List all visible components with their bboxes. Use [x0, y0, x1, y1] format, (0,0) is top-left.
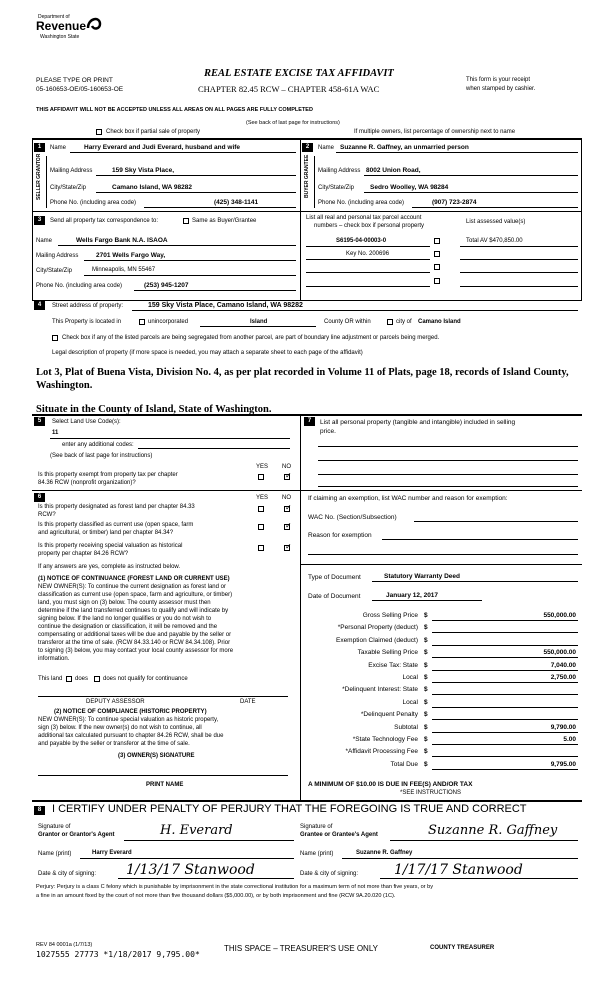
sale-row-label: Exemption Claimed (deduct)	[335, 637, 418, 644]
buyer-label-divider	[314, 156, 315, 208]
notice2-title: (2) NOTICE OF COMPLIANCE (HISTORIC PROPERTY)	[54, 709, 207, 715]
seller-phone-line	[144, 207, 296, 208]
notice1-line-6: continue the designation or classification, it will be removed and the	[38, 624, 218, 630]
reason-label: Reason for exemption	[308, 532, 372, 539]
form-chapter: CHAPTER 82.45 RCW – CHAPTER 458-61A WAC	[198, 84, 380, 94]
tax-name: Wells Fargo Bank N.A. ISAOA	[76, 237, 168, 244]
minimum-note: A MINIMUM OF $10.00 IS DUE IN FEE(S) AND/OR TAX	[308, 781, 473, 788]
section-4-badge: 4	[34, 301, 45, 310]
additional-codes-line	[138, 448, 290, 449]
tax-phone-label: Phone No. (including area code)	[36, 283, 123, 289]
personal-line-2	[318, 460, 578, 461]
tax-address: 2701 Wells Fargo Way,	[96, 252, 166, 259]
buyer-city-label: City/State/Zip	[318, 185, 355, 191]
sale-row-value: 2,750.00	[550, 674, 576, 681]
sec6-yes: YES	[256, 495, 269, 501]
county-name: Island	[250, 319, 268, 325]
exempt-q2: 84.36 RCW (nonprofit organization)?	[38, 480, 136, 486]
grantor-name: Harry Everard	[92, 850, 132, 856]
sec5-top-border	[32, 414, 582, 416]
seller-address: 159 Sky Vista Place,	[112, 167, 175, 174]
wac-line	[414, 521, 578, 522]
buyer-address: 8002 Union Road,	[366, 167, 421, 174]
buyer-city-line	[364, 192, 578, 193]
land-use-see-back: (See back of last page for instructions)	[50, 453, 153, 459]
grantee-name-line	[342, 858, 578, 859]
seller-city: Camano Island, WA 98282	[112, 184, 192, 191]
assessed-line-2	[460, 259, 578, 260]
notice2-line-1: NEW OWNER(S): To continue special valuation as historic property,	[38, 717, 219, 723]
land-does-checkbox[interactable]	[66, 676, 72, 682]
seller-phone: (425) 348-1141	[214, 199, 259, 206]
sale-row-currency: $	[424, 637, 428, 644]
grantor-date-line	[118, 878, 294, 879]
sale-row-currency: $	[424, 624, 428, 631]
revenue-logo	[36, 14, 106, 50]
acceptance-note: THIS AFFIDAVIT WILL NOT BE ACCEPTED UNLESS ALL AREAS ON ALL PAGES ARE FULLY COMPLETED	[36, 107, 313, 113]
tax-city-line	[84, 275, 296, 276]
grantee-date: 1/17/17 Stanwood	[394, 862, 523, 878]
owner-signature-label: (3) OWNER(S) SIGNATURE	[118, 753, 195, 759]
assessed-line-4	[460, 286, 578, 287]
sale-row	[300, 612, 582, 622]
parcel-1: S6195-04-00003-0	[336, 238, 387, 244]
type-or-print: PLEASE TYPE OR PRINT	[36, 77, 113, 84]
sale-row-label: Subtotal	[394, 724, 418, 731]
legal-label: Legal description of property (if more space is needed, you may attach a separate sheet to each page of the affidavit)	[52, 350, 363, 356]
section-6-badge: 6	[34, 493, 45, 502]
certify-text: I CERTIFY UNDER PENALTY OF PERJURY THAT THE FOREGOING IS TRUE AND CORRECT	[52, 803, 527, 815]
parcel-2: Key No. 200696	[346, 251, 390, 257]
doc-type-line	[372, 581, 578, 582]
section-7-badge: 7	[304, 417, 315, 426]
seller-city-label: City/State/Zip	[50, 185, 87, 191]
reason-line-2	[308, 554, 578, 555]
sale-row-value: 550,000.00	[543, 612, 576, 619]
sale-row-line	[432, 756, 578, 757]
personal-line-3	[318, 474, 578, 475]
seller-vertical-label: SELLER GRANTOR	[36, 153, 42, 200]
buyer-address-line	[364, 175, 578, 176]
sale-row-line	[432, 620, 578, 621]
grantee-sig-of: Signature of	[300, 824, 333, 830]
notice2-line-4: and payable by the seller or transferor at the time of sale.	[38, 741, 190, 747]
same-as-buyer-checkbox[interactable]	[183, 218, 189, 224]
grantee-agent-label: Grantee or Grantee's Agent	[300, 832, 378, 838]
sale-top-border	[300, 564, 582, 565]
see-instructions: *SEE INSTRUCTIONS	[400, 790, 462, 796]
segregated-label: Check box if any of the listed parcels are being segregated from another parcel, are part of boundary line adjustment or parcels being merged.	[62, 335, 440, 341]
sale-row-label: *Personal Property (deduct)	[337, 624, 418, 631]
parcel-2-checkbox[interactable]	[434, 251, 440, 257]
receipt-note-1: This form is your receipt	[466, 77, 531, 83]
personal-line-4	[318, 486, 578, 487]
forest-yes-checkbox[interactable]	[258, 506, 264, 512]
notice1-line-2: classification as current use (open space, farm and agriculture, or timber)	[38, 592, 233, 598]
box-left-border	[32, 138, 33, 301]
tax-name-line	[58, 245, 296, 246]
parcel-1-checkbox[interactable]	[434, 238, 440, 244]
historic-q1: Is this property receiving special valuation as historical	[38, 543, 183, 549]
forest-q2: RCW?	[38, 512, 56, 518]
assessed-line-3	[460, 272, 578, 273]
doc-date: January 12, 2017	[386, 592, 439, 599]
if-yes-note: If any answers are yes, complete as instructed below.	[38, 564, 181, 570]
buyer-phone-label: Phone No. (including area code)	[318, 200, 405, 206]
sec8-top-border	[32, 800, 582, 802]
notice1-line-9: to signing (3) below, you may contact your local county assessor for more	[38, 648, 234, 654]
city-of-checkbox[interactable]	[387, 319, 393, 325]
parcel-3-checkbox[interactable]	[434, 264, 440, 270]
forest-no-checkbox[interactable]	[284, 506, 290, 512]
sale-row	[300, 711, 582, 721]
seller-name-label: Name	[50, 145, 67, 151]
grantee-sig-line	[390, 840, 578, 841]
exempt-q1: Is this property exempt from property tax per chapter	[38, 472, 178, 478]
perjury-line-1: Perjury: Perjury is a class C felony which is punishable by imprisonment in the state correctional institution for a maximum term of not more than five years, or by	[36, 884, 434, 890]
seller-label-divider	[46, 156, 47, 208]
land-does-not-checkbox[interactable]	[94, 676, 100, 682]
notice1-title: (1) NOTICE OF CONTINUANCE (FOREST LAND OR CURRENT USE)	[38, 576, 230, 582]
sale-row-line	[432, 657, 578, 658]
buyer-vertical-label: BUYER GRANTEE	[304, 154, 310, 198]
doc-type-label: Type of Document	[308, 574, 361, 581]
sale-row-label: Gross Selling Price	[362, 612, 418, 619]
sale-row-line	[432, 682, 578, 683]
exempt-no-checkbox[interactable]	[284, 474, 290, 480]
sec5-no: NO	[282, 464, 291, 470]
notice1-line-10: information.	[38, 656, 70, 662]
sale-row	[300, 674, 582, 684]
seller-address-line	[96, 175, 296, 176]
form-title: REAL ESTATE EXCISE TAX AFFIDAVIT	[204, 68, 394, 79]
grantor-date-label: Date & city of signing:	[38, 871, 97, 877]
sale-row-currency: $	[424, 662, 428, 669]
current-use-yes-checkbox[interactable]	[258, 524, 264, 530]
sale-row-currency: $	[424, 748, 428, 755]
sale-row-value: 7,040.00	[550, 662, 576, 669]
parcel-4-checkbox[interactable]	[434, 278, 440, 284]
logo-department: Department of	[38, 14, 70, 20]
sale-row	[300, 624, 582, 634]
sale-row-line	[432, 645, 578, 646]
notice2-line-2: sign (3) below. If the new owner(s) do not wish to continue, all	[38, 725, 202, 731]
multiple-owners-note: If multiple owners, list percentage of ownership next to name	[354, 129, 516, 135]
buyer-name-label: Name	[318, 145, 335, 151]
sale-row-label: *State Technology Fee	[352, 736, 418, 743]
land-does-not-label: does not qualify for continuance	[103, 676, 188, 682]
assessed-line-1	[460, 246, 578, 247]
parcel-header-1: List all real and personal tax parcel account	[306, 215, 422, 221]
sale-row-currency: $	[424, 699, 428, 706]
exemption-claim-label: If claiming an exemption, list WAC number and reason for exemption:	[308, 495, 508, 502]
assessed-1: Total AV $470,850.00	[466, 238, 523, 244]
sale-row-line	[432, 719, 578, 720]
notice1-line-3: land, you must sign on (3) below. The county assessor must then	[38, 600, 211, 606]
tax-city: Minneapolis, MN 55467	[92, 267, 156, 273]
box-top-border	[32, 138, 582, 140]
sale-row-line	[432, 744, 578, 745]
personal-line-1	[318, 446, 578, 447]
sale-row-value: 9,795.00	[550, 761, 576, 768]
parcel-line-4	[306, 286, 430, 287]
grantor-sig-of: Signature of	[38, 824, 71, 830]
notice1-line-7: compensating or additional taxes will be due and payable by the seller or	[38, 632, 232, 638]
section-5-badge: 5	[34, 417, 45, 426]
sale-row-label: *Delinquent Interest: State	[342, 686, 418, 693]
print-name-label: PRINT NAME	[146, 782, 184, 788]
exempt-yes-checkbox[interactable]	[258, 474, 264, 480]
sale-row	[300, 736, 582, 746]
deputy-assessor-label: DEPUTY ASSESSOR	[86, 699, 145, 705]
parcel-line-1	[306, 246, 430, 247]
section-3-badge: 3	[34, 216, 45, 225]
sale-row	[300, 637, 582, 647]
buyer-phone-line	[412, 207, 578, 208]
sale-row-line	[432, 769, 578, 770]
legal-description: Lot 3, Plat of Buena Vista, Division No. 4, as per plat recorded in Volume 11 of Plats, page 18, records of Island County, Washington.	[36, 367, 569, 391]
grantor-agent-label: Grantor or Grantor's Agent	[38, 832, 115, 838]
deputy-line	[38, 696, 288, 697]
grantee-name-label: Name (print)	[300, 851, 334, 857]
notice1-line-1: NEW OWNER(S): To continue the current designation as forest land or	[38, 584, 226, 590]
doc-type: Statutory Warranty Deed	[384, 573, 460, 580]
form-codes: 05-160653-OE/05-160653-OE	[36, 86, 124, 93]
section-8-badge: 8	[34, 806, 45, 815]
sale-row-label: Local	[402, 699, 418, 706]
sale-row-label: *Delinquent Penalty	[360, 711, 418, 718]
buyer-city: Sedro Woolley, WA 98284	[370, 184, 449, 191]
sale-row	[300, 686, 582, 696]
perjury-line-2: a fine in an amount fixed by the court of not more than five thousand dollars ($5,000.00), or by both imprisonment and fine (RCW 9A.20.020 (1C).	[36, 893, 396, 899]
county-or-within: County OR within	[324, 319, 371, 325]
county-treasurer: COUNTY TREASURER	[430, 945, 495, 951]
land-use-label: Select Land Use Code(s):	[52, 419, 121, 425]
wac-label: WAC No. (Section/Subsection)	[308, 514, 397, 521]
doc-date-line	[372, 600, 482, 601]
unincorporated-checkbox[interactable]	[139, 319, 145, 325]
located-in-label: This Property is located in	[52, 319, 122, 325]
sec6-no: NO	[282, 495, 291, 501]
sale-row-currency: $	[424, 736, 428, 743]
sale-row	[300, 662, 582, 672]
tax-name-label: Name	[36, 238, 53, 244]
sale-row-currency: $	[424, 711, 428, 718]
city-of-label: city of	[396, 319, 412, 325]
buyer-name: Suzanne R. Gaffney, an unmarried person	[340, 144, 469, 151]
send-correspondence-label: Send all property tax correspondence to:	[50, 218, 159, 224]
rev-number: REV 84 0001a (1/7/13)	[36, 942, 93, 948]
sale-row	[300, 649, 582, 659]
cashier-stamp: 1027555 27773 *1/18/2017 9,795.00*	[36, 950, 200, 959]
buyer-name-line	[336, 152, 578, 153]
grantor-name-line	[80, 858, 294, 859]
grantor-signature: H. Everard	[160, 823, 233, 838]
current-use-q2: and agricultural, or timber) land per chapter 84.34?	[38, 530, 174, 536]
notice1-line-5: signing below. If the land no longer qualifies or you do not wish to	[38, 616, 212, 622]
sale-row-currency: $	[424, 612, 428, 619]
county-line	[200, 326, 316, 327]
sale-row-currency: $	[424, 674, 428, 681]
notice1-line-4: determine if the land transferred continues to qualify and will indicate by	[38, 608, 229, 614]
notice1-line-8: transferor at the time of sale. (RCW 84.33.140 or RCW 84.34.108). Prior	[38, 640, 231, 646]
box-middle-border	[300, 138, 301, 301]
grantor-sig-line	[124, 840, 294, 841]
box-right-border	[581, 138, 582, 301]
logo-revenue: Revenue	[36, 19, 87, 33]
personal-property-2: price.	[320, 428, 336, 435]
box-mid-divider	[32, 211, 582, 212]
additional-codes-label: enter any additional codes:	[62, 442, 134, 448]
notice2-line-3: additional tax calculated pursuant to chapter 84.26 RCW, shall be due	[38, 733, 224, 739]
reason-line-1	[382, 539, 578, 540]
sale-row-label: *Affidavit Processing Fee	[345, 748, 418, 755]
historic-yes-checkbox[interactable]	[258, 545, 264, 551]
buyer-phone: (907) 723-2874	[432, 199, 477, 206]
sale-row-value: 550,000.00	[543, 649, 576, 656]
buyer-address-label: Mailing Address	[318, 168, 361, 174]
partial-sale-label: Check box if partial sale of property	[106, 129, 201, 135]
sale-row-label: Local	[402, 674, 418, 681]
tax-address-label: Mailing Address	[36, 253, 79, 259]
parcel-line-3	[306, 272, 430, 273]
receipt-note-2: when stamped by cashier.	[466, 86, 536, 92]
sale-row	[300, 699, 582, 709]
assessed-header: List assessed value(s)	[466, 219, 526, 225]
city-name: Camano Island	[418, 319, 461, 325]
sale-row-currency: $	[424, 761, 428, 768]
situate-text: Situate in the County of Island, State of Washington.	[36, 404, 272, 415]
partial-sale-checkbox[interactable]	[96, 129, 102, 135]
sale-row-line	[432, 694, 578, 695]
sec6-top-border	[32, 490, 582, 491]
tax-city-label: City/State/Zip	[36, 268, 73, 274]
tax-phone: (253) 945-1207	[144, 282, 189, 289]
sale-row-line	[432, 632, 578, 633]
street-label: Street address of property:	[52, 303, 124, 309]
sale-row	[300, 761, 582, 771]
sale-row-value: 9,790.00	[550, 724, 576, 731]
see-back-note: (See back of last page for instructions)	[246, 120, 340, 126]
land-use-line	[50, 438, 290, 439]
sale-row-currency: $	[424, 724, 428, 731]
seller-city-line	[96, 192, 296, 193]
land-use-code: 11	[52, 430, 59, 436]
sale-row-currency: $	[424, 686, 428, 693]
grantee-name: Suzanne R. Gaffney	[356, 850, 413, 856]
unincorporated-label: unincorporated	[148, 319, 189, 325]
grantor-name-label: Name (print)	[38, 851, 72, 857]
historic-no-checkbox[interactable]	[284, 545, 290, 551]
same-as-buyer-label: Same as Buyer/Grantee	[192, 218, 257, 224]
section-1-badge: 1	[34, 143, 45, 152]
sale-row-label: Excise Tax: State	[368, 662, 418, 669]
parcel-line-2	[306, 259, 430, 260]
sale-row-value: 5.00	[563, 736, 576, 743]
tax-address-line	[84, 260, 296, 261]
sale-row-line	[432, 707, 578, 708]
segregated-checkbox[interactable]	[52, 335, 58, 341]
sale-row-label: Total Due	[390, 761, 418, 768]
seller-phone-label: Phone No. (including area code)	[50, 200, 137, 206]
sec5-yes: YES	[256, 464, 269, 470]
current-use-no-checkbox[interactable]	[284, 524, 290, 530]
parcel-header-2: numbers – check box if personal property	[314, 223, 425, 229]
land-does-label: does	[75, 676, 89, 682]
section-2-badge: 2	[302, 143, 313, 152]
sale-row-currency: $	[424, 649, 428, 656]
grantee-signature: Suzanne R. Gaffney	[428, 823, 558, 838]
grantee-date-label: Date & city of signing:	[300, 871, 359, 877]
logo-swoosh-icon	[86, 14, 102, 34]
historic-q2: property per chapter 84.26 RCW?	[38, 551, 129, 557]
current-use-q1: Is this property classified as current use (open space, farm	[38, 522, 194, 528]
doc-date-label: Date of Document	[308, 593, 361, 600]
logo-washington: Washington State	[40, 34, 80, 40]
sale-row-label: Taxable Selling Price	[357, 649, 418, 656]
sale-row	[300, 724, 582, 734]
street-address: 159 Sky Vista Place, Camano Island, WA 98282	[148, 302, 303, 309]
grantee-date-line	[380, 878, 578, 879]
tax-phone-line	[134, 290, 296, 291]
sale-row-line	[432, 670, 578, 671]
this-land-label: This land	[38, 676, 63, 682]
sale-row	[300, 748, 582, 758]
owner-sig-line	[38, 775, 288, 776]
treasurer-space: THIS SPACE – TREASURER'S USE ONLY	[224, 944, 379, 953]
grantor-date: 1/13/17 Stanwood	[126, 862, 255, 878]
street-line	[132, 310, 578, 311]
seller-name: Harry Everard and Judi Everard, husband and wife	[84, 144, 241, 151]
box-bottom-border	[32, 300, 582, 301]
deputy-date-label: DATE	[240, 699, 256, 705]
seller-name-line	[70, 152, 296, 153]
forest-q1: Is this property designated as forest land per chapter 84.33	[38, 504, 195, 510]
sale-row-line	[432, 732, 578, 733]
personal-property-1: List all personal property (tangible and intangible) included in selling	[320, 419, 516, 426]
seller-address-label: Mailing Address	[50, 168, 93, 174]
